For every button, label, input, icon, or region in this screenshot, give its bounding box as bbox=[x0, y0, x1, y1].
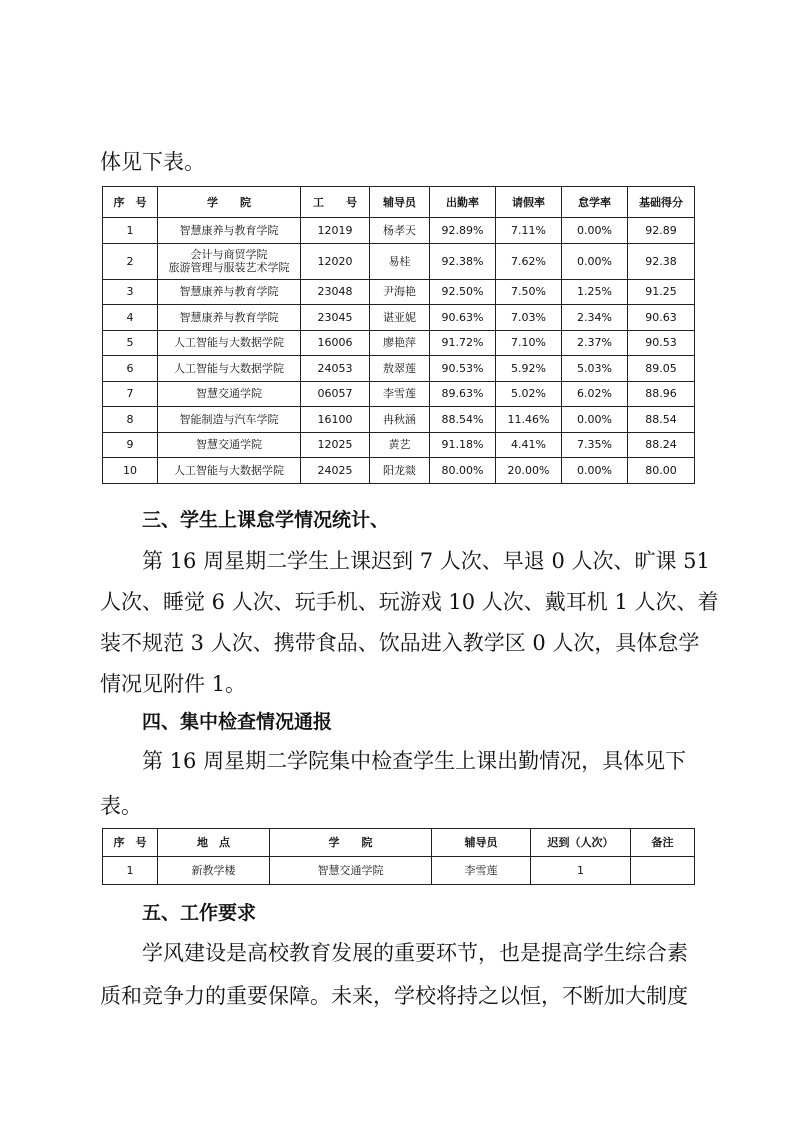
cell-truancy: 5.03% bbox=[562, 356, 628, 382]
cell-id: 06057 bbox=[301, 381, 370, 407]
cell-counselor: 阳龙燚 bbox=[370, 458, 430, 484]
cell-no: 8 bbox=[103, 407, 158, 433]
cell-score: 90.53 bbox=[628, 330, 695, 356]
cell-attend: 92.38% bbox=[430, 243, 496, 279]
cell-score: 91.25 bbox=[628, 279, 695, 305]
cell-leave: 5.92% bbox=[496, 356, 562, 382]
cell-score: 88.96 bbox=[628, 381, 695, 407]
header-cell: 学 院 bbox=[158, 187, 301, 218]
header-cell: 请假率 bbox=[496, 187, 562, 218]
section-4-heading: 四、集中检查情况通报 bbox=[142, 711, 333, 733]
section-3-line-4: 情况见附件 1。 bbox=[100, 672, 247, 696]
cell-id: 24053 bbox=[301, 356, 370, 382]
cell-truancy: 1.25% bbox=[562, 279, 628, 305]
section-3-line-1: 第 16 周星期二学生上课迟到 7 人次、早退 0 人次、旷课 51 bbox=[142, 549, 710, 573]
cell-score: 80.00 bbox=[628, 458, 695, 484]
cell-college bbox=[158, 458, 301, 484]
cell-truancy: 0.00% bbox=[562, 407, 628, 433]
cell-counselor: 李雪莲 bbox=[432, 857, 531, 885]
college-line: 人工智能与大数据学院 bbox=[174, 336, 284, 350]
cell-id: 16006 bbox=[301, 330, 370, 356]
cell-leave: 7.11% bbox=[496, 218, 562, 244]
cell-college bbox=[158, 279, 301, 305]
cell-counselor: 尹海艳 bbox=[370, 279, 430, 305]
cell-leave: 5.02% bbox=[496, 381, 562, 407]
section-3-line-3: 装不规范 3 人次、携带食品、饮品进入教学区 0 人次，具体怠学 bbox=[100, 631, 700, 655]
college-line: 旅游管理与服装艺术学院 bbox=[168, 261, 290, 274]
table-row bbox=[103, 458, 695, 484]
inspection-table bbox=[102, 828, 695, 885]
cell-college bbox=[158, 356, 301, 382]
section-4-line-1: 第 16 周星期二学院集中检查学生上课出勤情况，具体见下 bbox=[142, 749, 687, 773]
cell-college bbox=[158, 407, 301, 433]
table-header-row bbox=[103, 187, 695, 218]
header-cell: 序 号 bbox=[103, 829, 158, 857]
cell-no: 6 bbox=[103, 356, 158, 382]
college-line: 会计与商贸学院 bbox=[190, 248, 268, 261]
cell-leave: 7.50% bbox=[496, 279, 562, 305]
cell-note bbox=[631, 857, 695, 885]
header-cell: 辅导员 bbox=[370, 187, 430, 218]
cell-attend: 88.54% bbox=[430, 407, 496, 433]
header-cell: 出勤率 bbox=[430, 187, 496, 218]
cell-attend: 91.18% bbox=[430, 432, 496, 458]
college-line: 智慧康养与教育学院 bbox=[179, 285, 279, 299]
table-row bbox=[103, 432, 695, 458]
cell-truancy: 2.34% bbox=[562, 305, 628, 331]
cell-leave: 7.03% bbox=[496, 305, 562, 331]
table-header-row bbox=[103, 829, 695, 857]
cell-attend: 90.53% bbox=[430, 356, 496, 382]
cell-no: 4 bbox=[103, 305, 158, 331]
cell-truancy: 2.37% bbox=[562, 330, 628, 356]
cell-attend: 92.50% bbox=[430, 279, 496, 305]
cell-attend: 91.72% bbox=[430, 330, 496, 356]
cell-counselor: 廖艳萍 bbox=[370, 330, 430, 356]
cell-truancy: 0.00% bbox=[562, 458, 628, 484]
cell-id: 12025 bbox=[301, 432, 370, 458]
cell-id: 24025 bbox=[301, 458, 370, 484]
counselor-score-table bbox=[102, 186, 695, 484]
cell-attend: 92.89% bbox=[430, 218, 496, 244]
cell-late: 1 bbox=[531, 857, 631, 885]
cell-id: 12019 bbox=[301, 218, 370, 244]
cell-college bbox=[158, 243, 301, 279]
section-5-heading: 五、工作要求 bbox=[142, 902, 257, 924]
table-row bbox=[103, 305, 695, 331]
cell-leave: 11.46% bbox=[496, 407, 562, 433]
cell-college bbox=[158, 305, 301, 331]
header-cell: 怠学率 bbox=[562, 187, 628, 218]
cell-counselor: 谌亚妮 bbox=[370, 305, 430, 331]
cell-id: 16100 bbox=[301, 407, 370, 433]
cell-place: 新教学楼 bbox=[158, 857, 270, 885]
table-row bbox=[103, 407, 695, 433]
cell-leave: 7.10% bbox=[496, 330, 562, 356]
table-row bbox=[103, 218, 695, 244]
header-cell: 辅导员 bbox=[432, 829, 531, 857]
table-row bbox=[103, 243, 695, 279]
header-cell: 学 院 bbox=[270, 829, 432, 857]
cell-id: 12020 bbox=[301, 243, 370, 279]
cell-counselor: 冉秋涵 bbox=[370, 407, 430, 433]
college-line: 人工智能与大数据学院 bbox=[174, 361, 284, 375]
section-5-line-2: 质和竞争力的重要保障。未来，学校将持之以恒，不断加大制度 bbox=[100, 984, 688, 1008]
cell-score: 89.05 bbox=[628, 356, 695, 382]
cell-counselor: 黄艺 bbox=[370, 432, 430, 458]
header-cell: 基础得分 bbox=[628, 187, 695, 218]
table-row bbox=[103, 381, 695, 407]
cell-no: 9 bbox=[103, 432, 158, 458]
cell-score: 92.89 bbox=[628, 218, 695, 244]
cell-no: 3 bbox=[103, 279, 158, 305]
cell-college bbox=[158, 218, 301, 244]
cell-no: 2 bbox=[103, 243, 158, 279]
cell-attend: 80.00% bbox=[430, 458, 496, 484]
table-row bbox=[103, 857, 695, 885]
cell-attend: 89.63% bbox=[430, 381, 496, 407]
cell-score: 92.38 bbox=[628, 243, 695, 279]
section-3-line-2: 人次、睡觉 6 人次、玩手机、玩游戏 10 人次、戴耳机 1 人次、着 bbox=[100, 590, 719, 614]
header-cell: 序 号 bbox=[103, 187, 158, 218]
cell-truancy: 7.35% bbox=[562, 432, 628, 458]
cell-no: 7 bbox=[103, 381, 158, 407]
cell-score: 90.63 bbox=[628, 305, 695, 331]
college-line: 智慧康养与教育学院 bbox=[179, 223, 279, 237]
cell-counselor: 杨孝天 bbox=[370, 218, 430, 244]
section-4-line-2: 表。 bbox=[100, 794, 142, 818]
cell-id: 23048 bbox=[301, 279, 370, 305]
cell-leave: 4.41% bbox=[496, 432, 562, 458]
section-3-heading: 三、学生上课怠学情况统计、 bbox=[142, 509, 390, 531]
cell-id: 23045 bbox=[301, 305, 370, 331]
table-row bbox=[103, 330, 695, 356]
cell-attend: 90.63% bbox=[430, 305, 496, 331]
college-line: 人工智能与大数据学院 bbox=[174, 463, 284, 477]
cell-college bbox=[158, 330, 301, 356]
cell-truancy: 0.00% bbox=[562, 243, 628, 279]
college-line: 智慧康养与教育学院 bbox=[179, 310, 279, 324]
cell-truancy: 0.00% bbox=[562, 218, 628, 244]
cell-college bbox=[158, 432, 301, 458]
header-cell: 地 点 bbox=[158, 829, 270, 857]
table-row bbox=[103, 279, 695, 305]
intro-tail: 体见下表。 bbox=[100, 150, 205, 174]
cell-counselor: 李雪莲 bbox=[370, 381, 430, 407]
cell-score: 88.54 bbox=[628, 407, 695, 433]
cell-no: 1 bbox=[103, 857, 158, 885]
header-cell: 备注 bbox=[631, 829, 695, 857]
cell-truancy: 6.02% bbox=[562, 381, 628, 407]
cell-no: 10 bbox=[103, 458, 158, 484]
table-row bbox=[103, 356, 695, 382]
cell-college: 智慧交通学院 bbox=[270, 857, 432, 885]
college-line: 智慧交通学院 bbox=[196, 438, 262, 452]
cell-no: 1 bbox=[103, 218, 158, 244]
cell-leave: 20.00% bbox=[496, 458, 562, 484]
cell-no: 5 bbox=[103, 330, 158, 356]
header-cell: 迟到（人次） bbox=[531, 829, 631, 857]
header-cell: 工 号 bbox=[301, 187, 370, 218]
cell-college bbox=[158, 381, 301, 407]
cell-score: 88.24 bbox=[628, 432, 695, 458]
section-5-line-1: 学风建设是高校教育发展的重要环节，也是提高学生综合素 bbox=[142, 941, 688, 965]
college-line: 智慧交通学院 bbox=[196, 387, 262, 401]
cell-counselor: 易桂 bbox=[370, 243, 430, 279]
cell-leave: 7.62% bbox=[496, 243, 562, 279]
college-line: 智能制造与汽车学院 bbox=[179, 412, 279, 426]
cell-counselor: 敖翠莲 bbox=[370, 356, 430, 382]
